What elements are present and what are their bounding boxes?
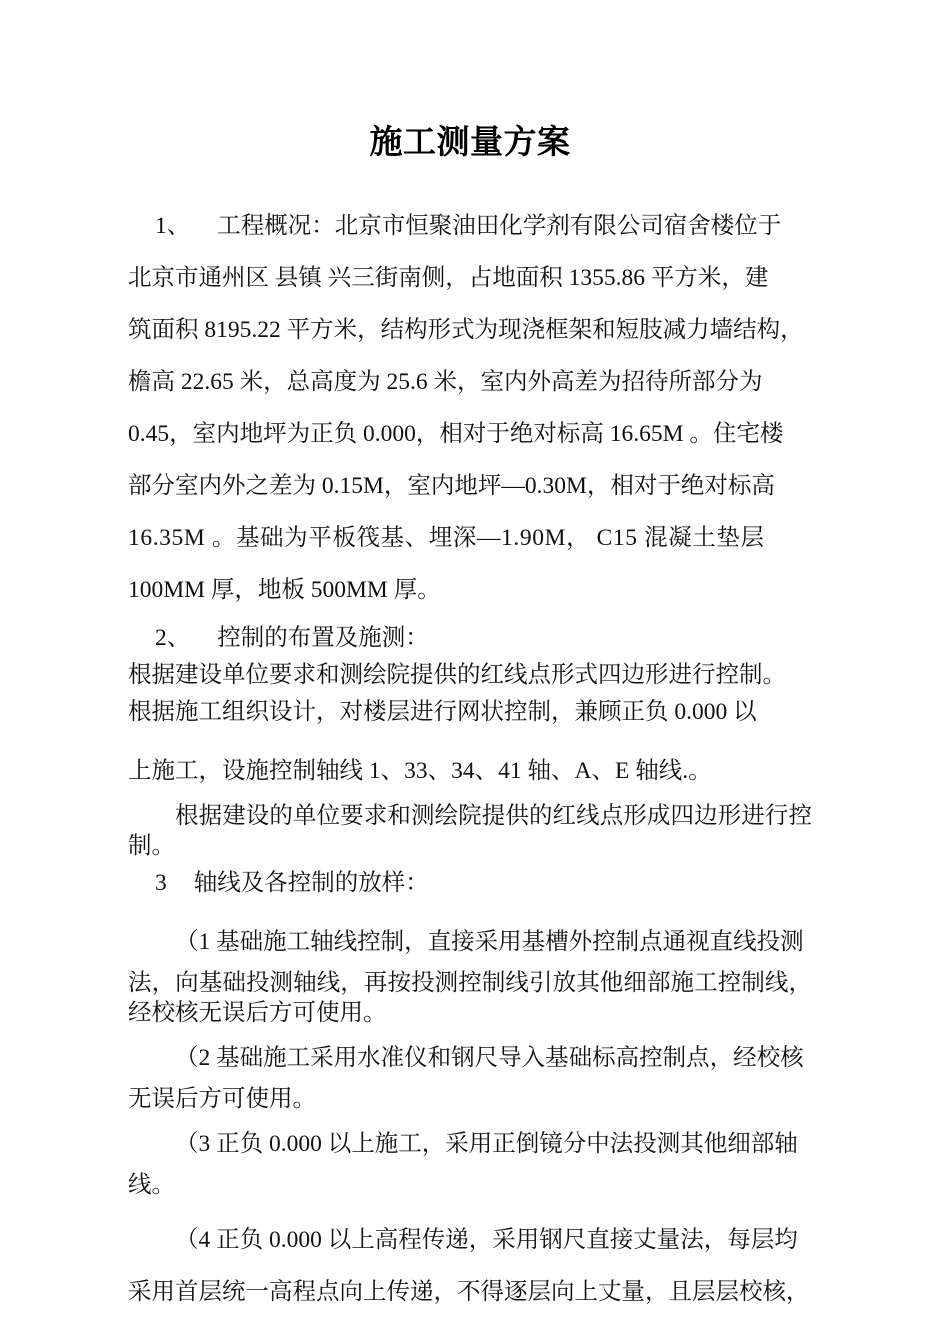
section-1-number: 1、 bbox=[155, 213, 191, 240]
section-1-line-5: 0.45，室内地坪为正负 0.000，相对于绝对标高 16.65M 。住宅楼 bbox=[128, 421, 784, 448]
section-1-line-6: 部分室内外之差为 0.15M，室内地坪—0.30M，相对于绝对标高 bbox=[128, 473, 775, 500]
section-3-item-1-line-2: 法，向基础投测轴线，再按投测控制线引放其他细部施工控制线，经校核无误后方可使用。 bbox=[128, 970, 812, 1027]
section-2-number: 2、 bbox=[155, 625, 191, 652]
section-2-heading-text: 控制的布置及施测： bbox=[217, 625, 429, 652]
section-3-item-3-line-2: 线。 bbox=[128, 1172, 175, 1199]
section-3-heading bbox=[128, 865, 812, 902]
section-1-line-3: 筑面积 8195.22 平方米，结构形式为现浇框架和短肢减力墙结构， bbox=[128, 317, 804, 344]
section-2-line-1: 根据建设单位要求和测绘院提供的红线点形式四边形进行控制。 bbox=[128, 662, 786, 689]
section-3-item-4-line-2: 采用首层统一高程点向上传递，不得逐层向上丈量，且层层校核， bbox=[128, 1279, 810, 1306]
section-2-heading bbox=[128, 620, 812, 657]
page-title: 施工测量方案 bbox=[369, 122, 571, 161]
section-3-item-2-line-2: 无误后方可使用。 bbox=[128, 1086, 316, 1113]
section-1-line-1 bbox=[128, 200, 812, 252]
section-1-line-8: 100MM 厚，地板 500MM 厚。 bbox=[128, 577, 441, 604]
section-3-item-2-line-1: （2 基础施工采用水准仪和钢尺导入基础标高控制点，经校核 bbox=[175, 1045, 804, 1072]
section-3-item-4-line-1: （4 正负 0.000 以上高程传递，采用钢尺直接丈量法，每层均 bbox=[175, 1227, 798, 1254]
document-content bbox=[128, 0, 812, 1318]
section-1-heading-text: 工程概况：北京市恒聚油田化学剂有限公司宿舍楼位于 bbox=[217, 213, 782, 240]
section-2-line-2: 根据施工组织设计，对楼层进行网状控制，兼顾正负 0.000 以 bbox=[128, 699, 757, 726]
section-1-line-7: 16.35M 。基础为平板筏基、埋深—1.90M， C15 混凝土垫层 bbox=[128, 525, 765, 552]
section-1-line-4: 檐高 22.65 米，总高度为 25.6 米，室内外高差为招待所部分为 bbox=[128, 369, 763, 396]
section-2-tail-paragraph: 根据建设的单位要求和测绘院提供的红线点形成四边形进行控制。 bbox=[128, 803, 812, 860]
section-1-line-2: 北京市通州区 县镇 兴三街南侧，占地面积 1355.86 平方米，建 bbox=[128, 265, 769, 292]
section-3-item-1-line-1: （1 基础施工轴线控制，直接采用基槽外控制点通视直线投测 bbox=[175, 929, 804, 956]
section-3-number: 3 bbox=[155, 870, 167, 897]
section-3-item-3-line-1: （3 正负 0.000 以上施工，采用正倒镜分中法投测其他细部轴 bbox=[175, 1131, 798, 1158]
section-3-heading-text: 轴线及各控制的放样： bbox=[193, 870, 429, 897]
section-2-line-3: 上施工，设施控制轴线 1、33、34、41 轴、A、E 轴线.。 bbox=[128, 758, 712, 785]
